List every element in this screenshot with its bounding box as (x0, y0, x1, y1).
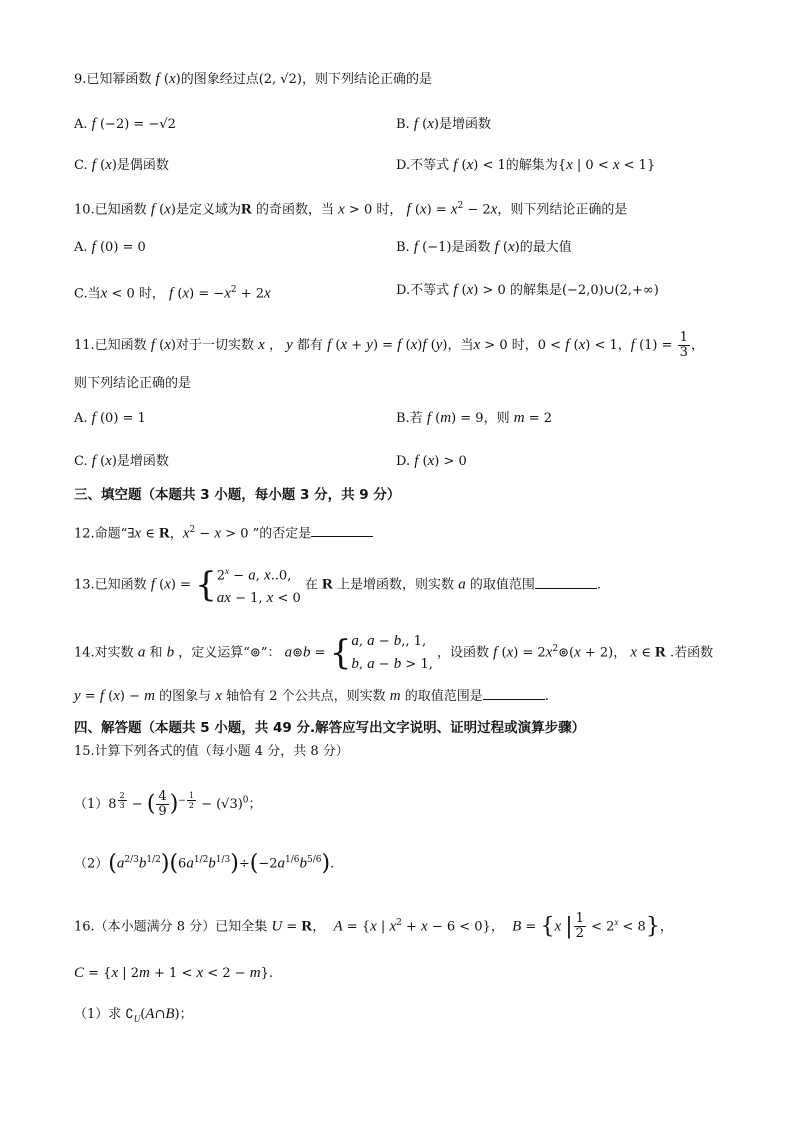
q16-set-c: C = {x | 2m + 1 < x < 2 − m}. (74, 965, 273, 981)
q10-option-b: B. f (−1)是函数 f (x)的最大值 (396, 239, 572, 255)
q11-option-a: A. f (0) = 1 (74, 410, 146, 426)
q13-answer-blank[interactable] (535, 576, 597, 589)
q15-stem: 15.计算下列各式的值（每小题 4 分，共 8 分） (74, 744, 349, 759)
q14-stem-line2: y = f (x) − m 的图象与 x 轴恰有 2 个公共点，则实数 m 的取值范围是 . (74, 688, 549, 704)
q16-part-1: （1）求 $∁_U(A\cap B)$； (74, 1006, 193, 1024)
q15-part-2: $(2)(a^{2/3}b^{1/2})(6a^{1/2}b^{1/3})\div(-2a^{1/6}b^{5/6})$. (74, 850, 335, 876)
q15-part-1: （1）8 $^{\frac{2}{3}}$ − ( $\frac{4}{9}$ )$^{- \frac{1}{2}}$ − $(√3)^0$； (74, 789, 262, 819)
q11-option-b: B.若 f (m) = 9，则 m = 2 (396, 410, 552, 426)
q14-answer-blank[interactable] (483, 687, 545, 700)
q11-option-c: C. f (x)是增函数 (74, 453, 169, 469)
section-4-title: 四、解答题（本题共 5 小题，共 49 分.解答应写出文字说明、证明过程或演算步骤） (74, 720, 586, 736)
q10-stem: 10.已知函数 f (x)是定义域为R 的奇函数，当 x > 0 时， f $(x) = x^2 - 2x$，则下列结论正确的是 (74, 201, 628, 218)
q13-stem: 13.已知函数 f (x) = { $2^x - a$, x..0, ax − 1, x < 0 在 R 上是增函数，则实数 a 的取值范围 . (74, 565, 601, 607)
q9-option-b: B. f (x)是增函数 (396, 116, 491, 132)
q9-option-d: D.不等式 f (x) < 1的解集为{x | 0 < x < 1} (396, 157, 656, 173)
q9-stem: 9.已知幂函数 f (x)的图象经过点(2, √2)，则下列结论正确的是 (74, 71, 432, 87)
q10-option-a: A. f (0) = 0 (74, 239, 146, 255)
q16-stem: 16.（本小题满分 8 分）已知全集 U = R， A = {x | $x^2 + x - 6 < 0$}， B = {x | $\frac{1}{2}$ < $2^x < 8$}， (74, 911, 673, 942)
q14-stem: 14.对实数 a 和 b ，定义运算“⊚”： a⊚b = { a, a − b,, 1, b, a − b > 1, ，设函数 f $(x) = 2x^2⊚(x + 2)$， x ∈ R .若函数 (74, 633, 714, 673)
q11-stem-line2: 则下列结论正确的是 (74, 376, 192, 391)
q11-option-d: D. f (x) > 0 (396, 453, 467, 469)
q9-option-c: C. f (x)是偶函数 (74, 157, 169, 173)
section-3-title: 三、填空题（本题共 3 小题，每小题 3 分，共 9 分） (74, 487, 401, 503)
q12-answer-blank[interactable] (311, 524, 373, 537)
q12-stem: 12.命题“∃x ∈ R，$x^2 - x > 0$ ”的否定是 (74, 520, 373, 544)
q10-option-d: D.不等式 f (x) > 0 的解集是(−2,0)∪(2,+∞) (396, 282, 659, 298)
q9-option-a: A. f (−2) = −√2 (74, 116, 176, 132)
q10-option-c: C.当x < 0 时， f $(x) = -x^2 + 2x$ (74, 285, 271, 302)
q11-stem: 11.已知函数 f (x)对于一切实数 x ， y 都有 f (x + y) = f (x)f (y)，当x > 0 时，0 < f (x) < 1，f (1) = $\frac{1}{3}$ ， (74, 330, 704, 360)
